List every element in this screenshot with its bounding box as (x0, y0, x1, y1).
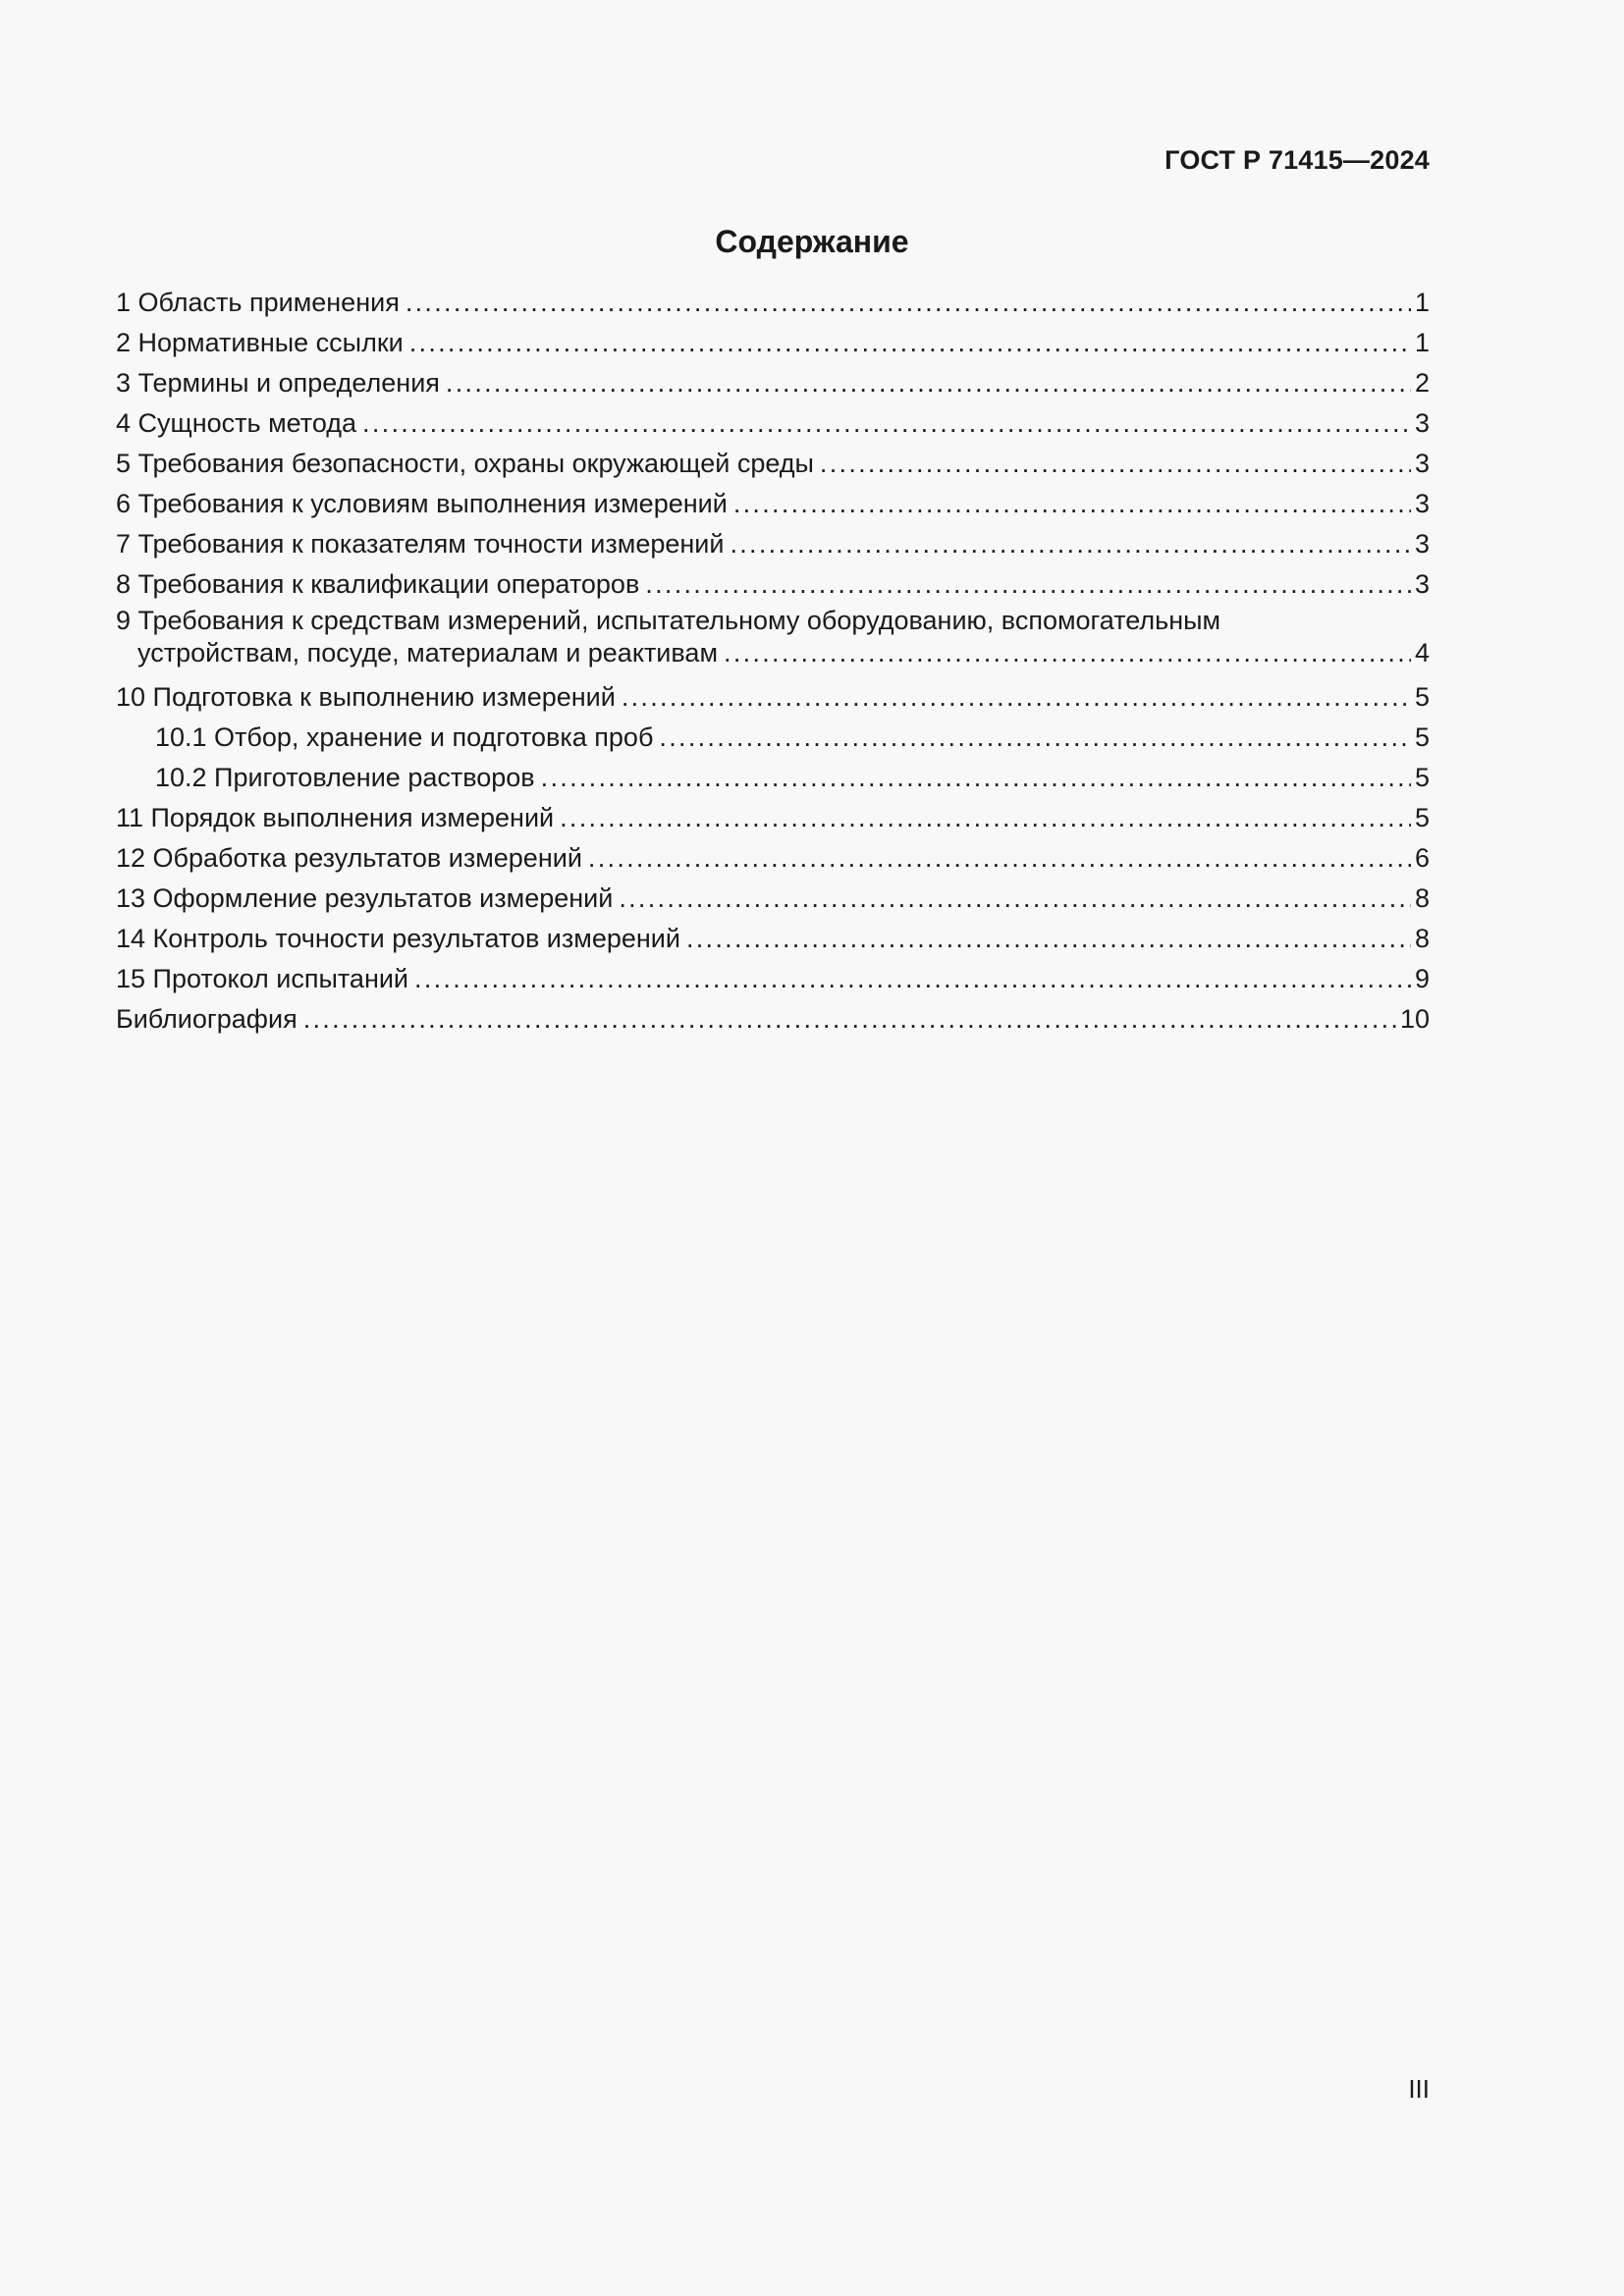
toc-entry-label-continued: устройствам, посуде, материалам и реактивам (137, 638, 719, 667)
toc-entry-page: 2 (1414, 368, 1430, 398)
toc-entry-page: 3 (1414, 408, 1430, 438)
toc-dot-leader (730, 524, 1411, 564)
toc-entry-label: 12 Обработка результатов измерений (116, 843, 582, 873)
toc-entry-page: 10 (1399, 1004, 1430, 1034)
toc-entry-page: 5 (1414, 763, 1430, 792)
toc-entry-label: 11 Порядок выполнения измерений (116, 803, 555, 832)
toc-dot-leader (733, 484, 1411, 524)
toc-entry-page: 4 (1414, 638, 1430, 667)
toc-entry-14[interactable] (116, 919, 1430, 959)
toc-dot-leader (362, 403, 1411, 444)
toc-dot-leader (303, 999, 1396, 1040)
toc-entry-label: 15 Протокол испытаний (116, 964, 409, 993)
toc-entry-5[interactable] (116, 444, 1430, 484)
toc-entry-1[interactable] (116, 283, 1430, 323)
toc-entry-9[interactable] (116, 605, 1430, 677)
toc-entry-label: 13 Оформление результатов измерений (116, 883, 614, 913)
toc-entry-bibliography[interactable] (116, 999, 1430, 1040)
toc-entry-label: 5 Требования безопасности, охраны окружающей среды (116, 449, 814, 478)
toc-dot-leader (588, 838, 1411, 879)
toc-entry-page: 5 (1414, 803, 1430, 832)
toc-entry-label: 7 Требования к показателям точности измерений (116, 529, 725, 559)
toc-entry-15[interactable] (116, 959, 1430, 999)
toc-entry-page: 8 (1414, 883, 1430, 913)
toc-entry-2[interactable] (116, 323, 1430, 363)
toc-dot-leader (409, 323, 1411, 363)
toc-entry-8[interactable] (116, 564, 1430, 605)
toc-entry-label: 14 Контроль точности результатов измерений (116, 924, 680, 953)
toc-entry-3[interactable] (116, 363, 1430, 403)
toc-entry-page: 8 (1414, 924, 1430, 953)
toc-entry-page: 1 (1414, 328, 1430, 357)
toc-entry-label: 10.1 Отбор, хранение и подготовка проб (155, 722, 654, 752)
table-of-contents (116, 283, 1430, 1040)
toc-entry-10[interactable] (116, 677, 1430, 718)
toc-dot-leader (541, 758, 1411, 798)
toc-dot-leader (446, 363, 1411, 403)
toc-entry-13[interactable] (116, 879, 1430, 919)
toc-dot-leader (724, 637, 1411, 669)
toc-entry-label: 4 Сущность метода (116, 408, 357, 438)
toc-entry-page: 6 (1414, 843, 1430, 873)
toc-entry-page: 3 (1414, 489, 1430, 518)
toc-entry-10-2[interactable] (116, 758, 1430, 798)
toc-dot-leader (686, 919, 1411, 959)
toc-title: Содержание (715, 224, 909, 259)
toc-dot-leader (414, 959, 1411, 999)
page-number: III (1408, 2074, 1430, 2104)
toc-entry-page: 5 (1414, 682, 1430, 712)
toc-entry-page: 3 (1414, 529, 1430, 559)
toc-entry-page: 3 (1414, 569, 1430, 599)
toc-entry-11[interactable] (116, 798, 1430, 838)
toc-entry-page: 3 (1414, 449, 1430, 478)
toc-entry-12[interactable] (116, 838, 1430, 879)
toc-dot-leader (820, 444, 1411, 484)
toc-dot-leader (560, 798, 1411, 838)
toc-entry-page: 5 (1414, 722, 1430, 752)
toc-dot-leader (645, 564, 1411, 605)
toc-dot-leader (622, 677, 1411, 718)
toc-entry-6[interactable] (116, 484, 1430, 524)
document-code: ГОСТ Р 71415—2024 (1164, 145, 1430, 175)
toc-entry-label: 8 Требования к квалификации операторов (116, 569, 640, 599)
toc-dot-leader (619, 879, 1411, 919)
toc-entry-page: 9 (1414, 964, 1430, 993)
toc-entry-page: 1 (1414, 288, 1430, 317)
toc-entry-label: 1 Область применения (116, 288, 400, 317)
toc-dot-leader (406, 283, 1411, 323)
toc-entry-label: 10.2 Приготовление растворов (155, 763, 535, 792)
toc-entry-label: 6 Требования к условиям выполнения измерений (116, 489, 728, 518)
toc-entry-10-1[interactable] (116, 718, 1430, 758)
toc-entry-7[interactable] (116, 524, 1430, 564)
toc-entry-label: Библиография (116, 1004, 298, 1034)
toc-entry-4[interactable] (116, 403, 1430, 444)
toc-entry-label: 9 Требования к средствам измерений, испытательному оборудованию, вспомогательным (116, 606, 1221, 635)
toc-entry-label: 10 Подготовка к выполнению измерений (116, 682, 616, 712)
toc-entry-label: 3 Термины и определения (116, 368, 440, 398)
toc-entry-label: 2 Нормативные ссылки (116, 328, 404, 357)
toc-dot-leader (659, 718, 1411, 758)
